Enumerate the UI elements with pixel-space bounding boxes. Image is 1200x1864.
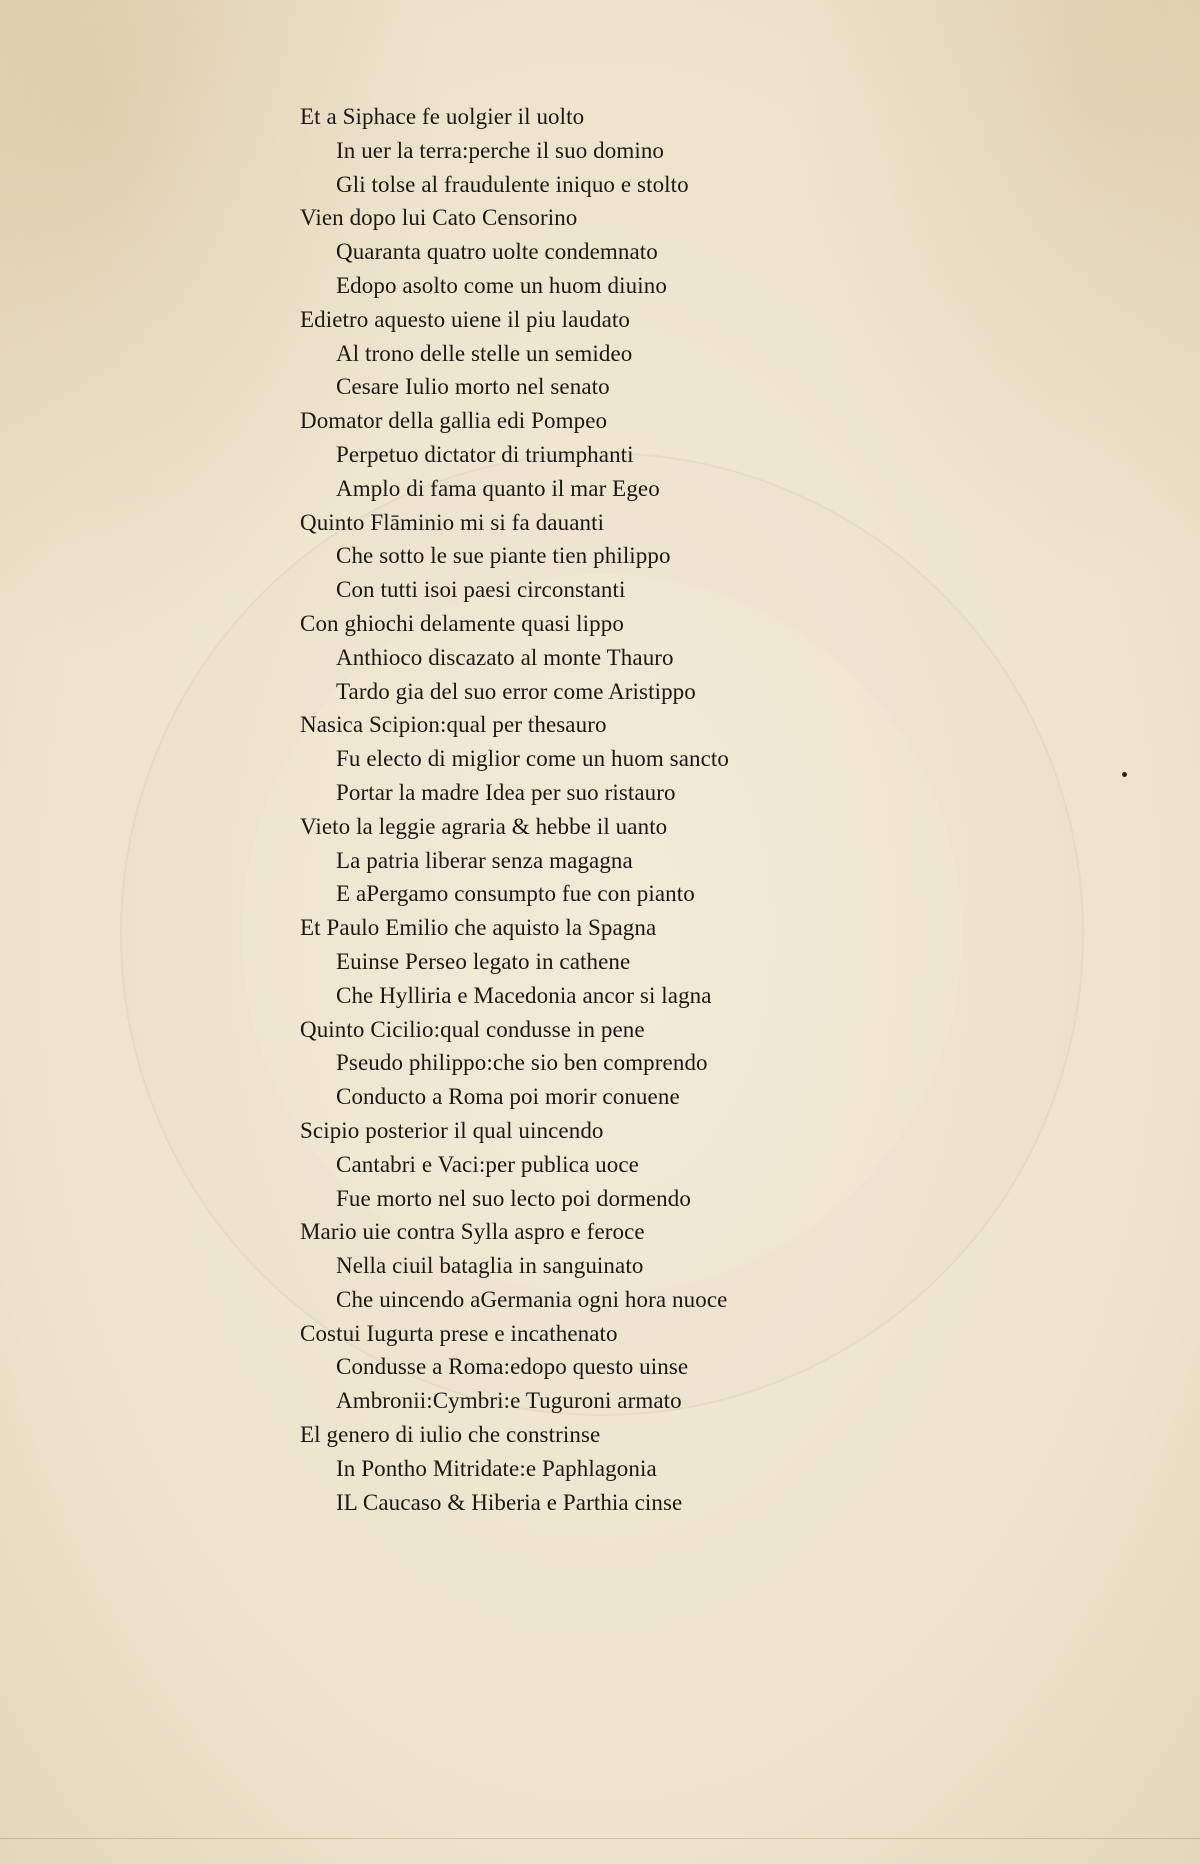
verse-line: Con tutti isoi paesi circonstanti — [336, 577, 626, 603]
verse-line: Costui Iugurta prese e incathenato — [300, 1320, 618, 1346]
verse-line: Fu electo di miglior come un huom sancto — [336, 746, 730, 772]
verse-line: Mario uie contra Sylla aspro e feroce — [300, 1219, 645, 1245]
verse-line: In Pontho Mitridate:e Paphlagonia — [336, 1455, 657, 1481]
verse-line: Tardo gia del suo error come Aristippo — [336, 678, 696, 704]
verse-line: Scipio posterior il qual uincendo — [300, 1117, 604, 1143]
verse-line: Al trono delle stelle un semideo — [336, 340, 633, 366]
ink-speck — [1122, 772, 1127, 777]
verse-line: Anthioco discazato al monte Thauro — [336, 644, 674, 670]
verse-line: Quinto Flāminio mi si fa dauanti — [300, 509, 605, 535]
verse-line: Fue morto nel suo lecto poi dormendo — [336, 1185, 691, 1211]
verse-line: Cesare Iulio morto nel senato — [336, 374, 610, 400]
verse-line: Nella ciuil bataglia in sanguinato — [336, 1253, 644, 1279]
verse-line: Amplo di fama quanto il mar Egeo — [336, 475, 660, 501]
verse-line: IL Caucaso & Hiberia e Parthia cinse — [336, 1489, 683, 1515]
verse-line: Che sotto le sue piante tien philippo — [336, 543, 671, 569]
verse-line: Domator della gallia edi Pompeo — [300, 408, 608, 434]
verse-line: Ambronii:Cymbri:e Tuguroni armato — [336, 1388, 682, 1414]
verse-line: La patria liberar senza magagna — [336, 847, 633, 873]
verse-line: Che Hylliria e Macedonia ancor si lagna — [336, 982, 712, 1008]
verse-line: Condusse a Roma:edopo questo uinse — [336, 1354, 689, 1380]
verse-line: Nasica Scipion:qual per thesauro — [300, 712, 607, 738]
verse-line: Con ghiochi delamente quasi lippo — [300, 610, 624, 636]
verse-line: Et Paulo Emilio che aquisto la Spagna — [300, 915, 657, 941]
verse-line: Edopo asolto come un huom diuino — [336, 272, 667, 298]
verse-line: Gli tolse al fraudulente iniquo e stolto — [336, 171, 689, 197]
verse-line: Pseudo philippo:che sio ben comprendo — [336, 1050, 708, 1076]
page-edge-rule — [0, 1838, 1200, 1839]
verse-line: Vieto la leggie agraria & hebbe il uanto — [300, 813, 668, 839]
verse-line: Cantabri e Vaci:per publica uoce — [336, 1151, 639, 1177]
verse-line: Che uincendo aGermania ogni hora nuoce — [336, 1286, 728, 1312]
verse-line: Euinse Perseo legato in cathene — [336, 948, 631, 974]
verse-line: Edietro aquesto uiene il piu laudato — [300, 306, 630, 332]
verse-line: Quaranta quatro uolte condemnato — [336, 239, 658, 265]
verse-line: Portar la madre Idea per suo ristauro — [336, 779, 676, 805]
verse-line: E aPergamo consumpto fue con pianto — [336, 881, 695, 907]
verse-line: Et a Siphace fe uolgier il uolto — [300, 104, 585, 129]
verse-line: Perpetuo dictator di triumphanti — [336, 441, 634, 467]
verse-line: Quinto Cicilio:qual condusse in pene — [300, 1016, 645, 1042]
verse-line: Vien dopo lui Cato Censorino — [300, 205, 578, 231]
verse-line: Conducto a Roma poi morir conuene — [336, 1084, 680, 1110]
verse-line: El genero di iulio che constrinse — [300, 1422, 601, 1448]
verse-line: In uer la terra:perche il suo domino — [336, 137, 665, 163]
verse-text-block — [300, 100, 860, 1519]
